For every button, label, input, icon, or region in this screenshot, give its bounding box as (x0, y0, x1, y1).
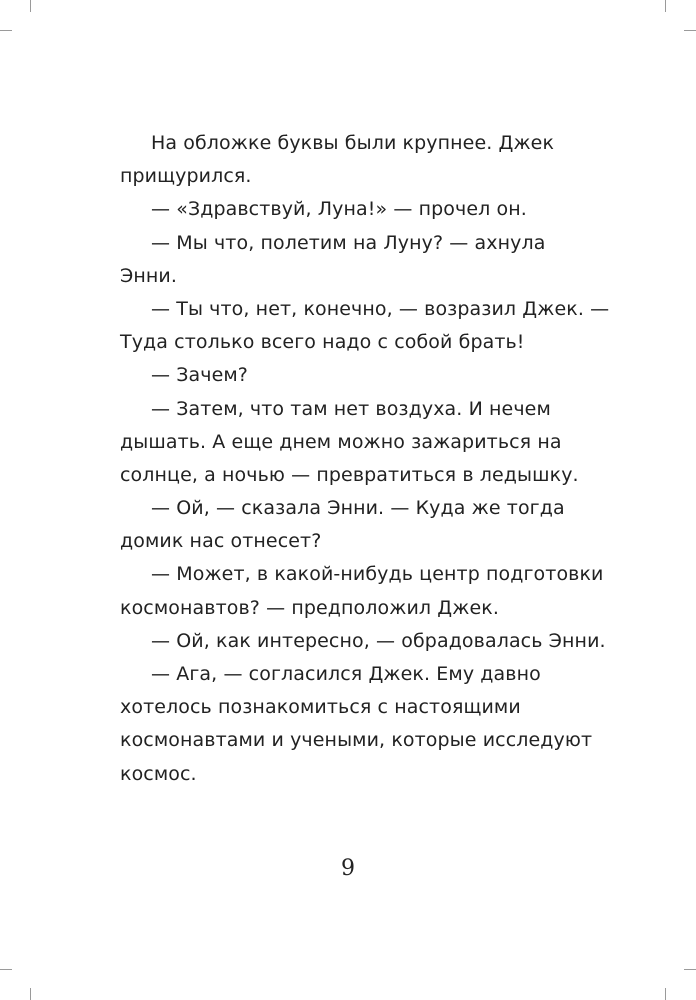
body-text (120, 127, 610, 791)
text-line: Туда столько всего надо с собой брать! (120, 331, 525, 354)
text-line: — Ты что, нет, конечно, — возразил Джек. — (151, 297, 610, 320)
text-line: — Зачем? (151, 364, 248, 387)
crop-mark-top-right (684, 30, 696, 31)
text-line: — Ой, — сказала Энни. — Куда же тогда (151, 497, 565, 520)
text-line: солнце, а ночью — превратиться в ледышку. (120, 463, 579, 486)
crop-mark-bottom-left (0, 969, 12, 970)
text-line: космонавтами и учеными, которые исследуют (120, 729, 593, 752)
page-number: 9 (341, 856, 355, 881)
text-line: — Ой, как интересно, — обрадовалась Энни. (151, 629, 606, 652)
text-line: — Может, в какой-нибудь центр подготовки (151, 563, 604, 586)
text-line: прищурился. (120, 165, 252, 188)
text-line: — Мы что, полетим на Луну? — ахнула (151, 231, 546, 254)
crop-mark-top-right-vertical (665, 0, 666, 12)
text-line: — Ага, — согласился Джек. Ему давно (151, 663, 541, 685)
text-line: космонавтов? — предположил Джек. (120, 596, 499, 619)
text-line: космос. (120, 762, 197, 785)
crop-mark-top-left (0, 30, 12, 31)
text-line: На обложке буквы были крупнее. Джек (151, 132, 555, 154)
text-line: дышать. А еще днем можно зажариться на (120, 430, 562, 453)
text-line: Энни. (120, 264, 177, 287)
text-line: — Затем, что там нет воздуха. И нечем (151, 397, 551, 420)
text-line: — «Здравствуй, Луна!» — прочел он. (151, 198, 527, 221)
text-line: домик нас отнесет? (120, 530, 322, 553)
crop-mark-bottom-right-vertical (665, 988, 666, 1000)
crop-mark-top-left-vertical (30, 0, 31, 12)
crop-mark-bottom-right (684, 969, 696, 970)
text-line: хотелось познакомиться с настоящими (120, 696, 521, 719)
crop-mark-bottom-left-vertical (30, 988, 31, 1000)
